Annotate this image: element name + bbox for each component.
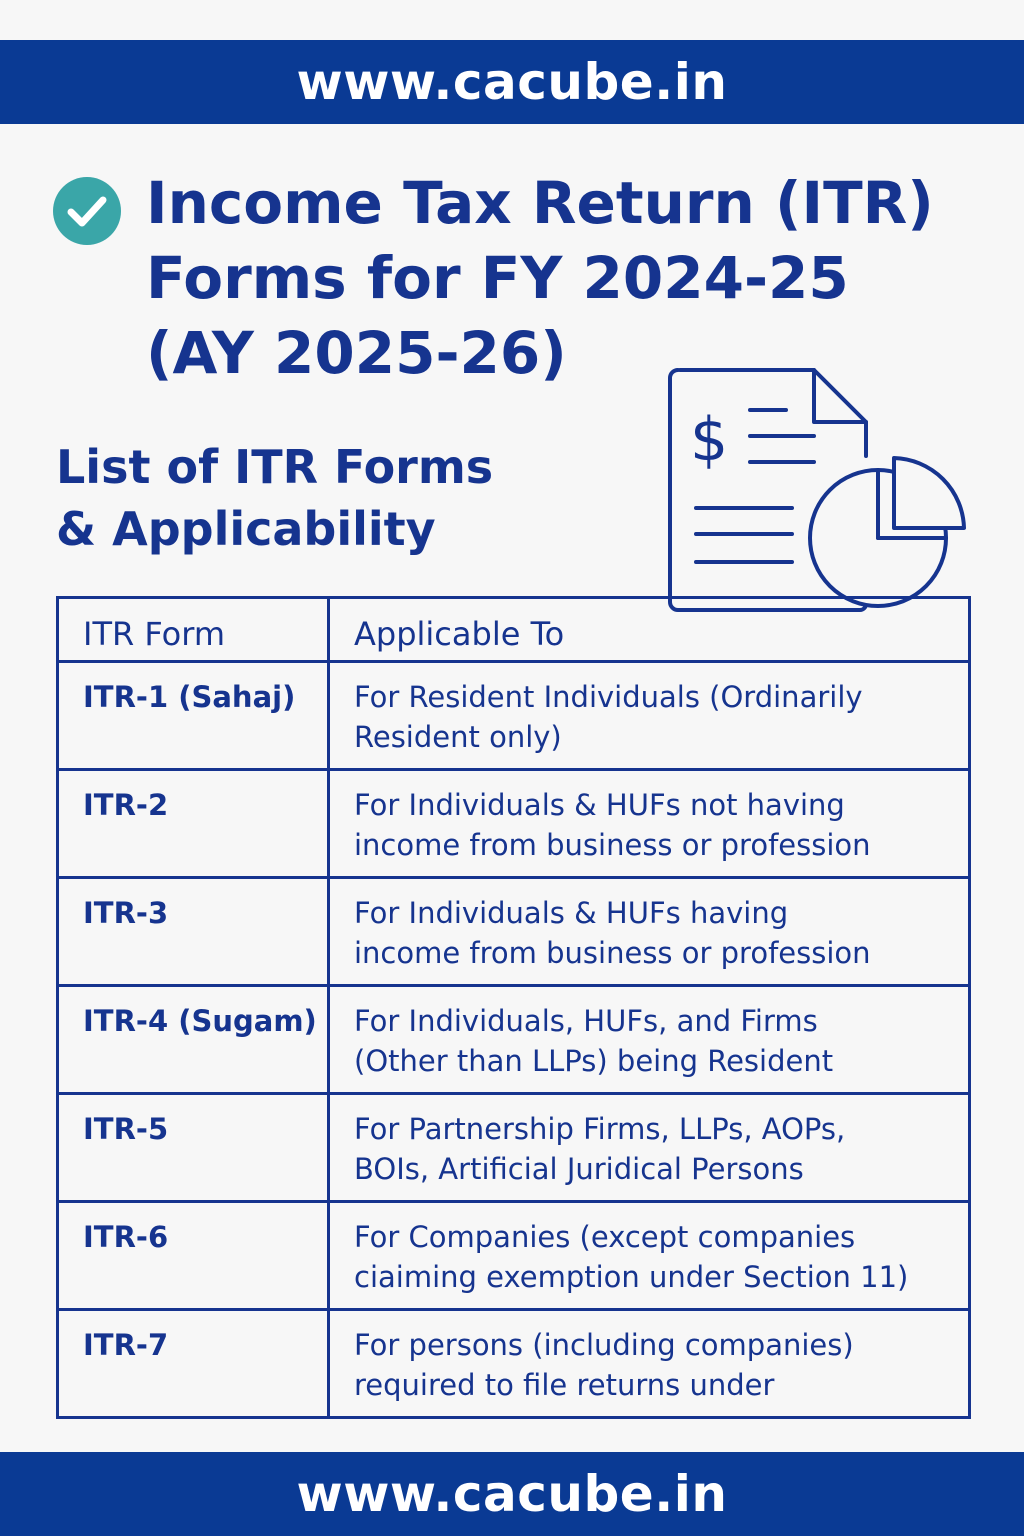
subtitle-line-2: & Applicability xyxy=(56,502,436,556)
itr-form-cell: ITR-1 (Sahaj) xyxy=(58,662,329,770)
itr-form-cell: ITR-2 xyxy=(58,770,329,878)
applicability-cell xyxy=(329,1310,970,1418)
page-title xyxy=(146,166,1006,391)
check-circle-icon xyxy=(52,176,122,246)
table-row xyxy=(58,662,970,770)
desc-line: For persons (including companies) xyxy=(354,1328,854,1362)
applicability-cell xyxy=(329,878,970,986)
desc-line: For Individuals & HUFs having xyxy=(354,896,789,930)
itr-form-cell: ITR-4 (Sugam) xyxy=(58,986,329,1094)
itr-forms-table xyxy=(56,596,971,1419)
table-row xyxy=(58,1310,970,1418)
applicability-cell xyxy=(329,986,970,1094)
itr-form-cell: ITR-7 xyxy=(58,1310,329,1418)
table-row xyxy=(58,878,970,986)
website-url[interactable]: www.cacube.in xyxy=(296,53,728,111)
table-row xyxy=(58,1094,970,1202)
desc-line: income from business or profession xyxy=(354,936,871,970)
desc-line: income from business or profession xyxy=(354,828,871,862)
desc-line: For Companies (except companies xyxy=(354,1220,856,1254)
desc-line: For Partnership Firms, LLPs, AOPs, xyxy=(354,1112,846,1146)
applicability-cell xyxy=(329,770,970,878)
bottom-website-banner[interactable] xyxy=(0,1452,1024,1536)
tax-document-pie-chart-icon xyxy=(664,364,968,618)
desc-line: (Other than LLPs) being Resident xyxy=(354,1044,834,1078)
section-subtitle xyxy=(56,436,616,560)
desc-line: For Individuals, HUFs, and Firms xyxy=(354,1004,818,1038)
desc-line: For Resident Individuals (Ordinarily xyxy=(354,680,863,714)
itr-form-cell: ITR-5 xyxy=(58,1094,329,1202)
dollar-symbol: $ xyxy=(690,405,729,475)
column-header-applicable-to: Applicable To xyxy=(329,598,970,662)
title-line-2: Forms for FY 2024-25 xyxy=(146,244,849,312)
column-header-itr-form: ITR Form xyxy=(58,598,329,662)
top-website-banner[interactable] xyxy=(0,40,1024,124)
website-url[interactable]: www.cacube.in xyxy=(296,1465,728,1523)
itr-form-cell: ITR-6 xyxy=(58,1202,329,1310)
table-row xyxy=(58,770,970,878)
desc-line: Resident only) xyxy=(354,720,562,754)
applicability-cell xyxy=(329,1094,970,1202)
desc-line: required to file returns under xyxy=(354,1368,775,1402)
applicability-cell xyxy=(329,1202,970,1310)
desc-line: For Individuals & HUFs not having xyxy=(354,788,845,822)
table-row xyxy=(58,1202,970,1310)
title-line-1: Income Tax Return (ITR) xyxy=(146,169,934,237)
table-row xyxy=(58,986,970,1094)
desc-line: BOIs, Artificial Juridical Persons xyxy=(354,1152,804,1186)
title-line-3: (AY 2025-26) xyxy=(146,319,567,387)
itr-form-cell: ITR-3 xyxy=(58,878,329,986)
applicability-cell xyxy=(329,662,970,770)
table-header-row xyxy=(58,598,970,662)
subtitle-line-1: List of ITR Forms xyxy=(56,440,494,494)
desc-line: ciaiming exemption under Section 11) xyxy=(354,1260,909,1294)
